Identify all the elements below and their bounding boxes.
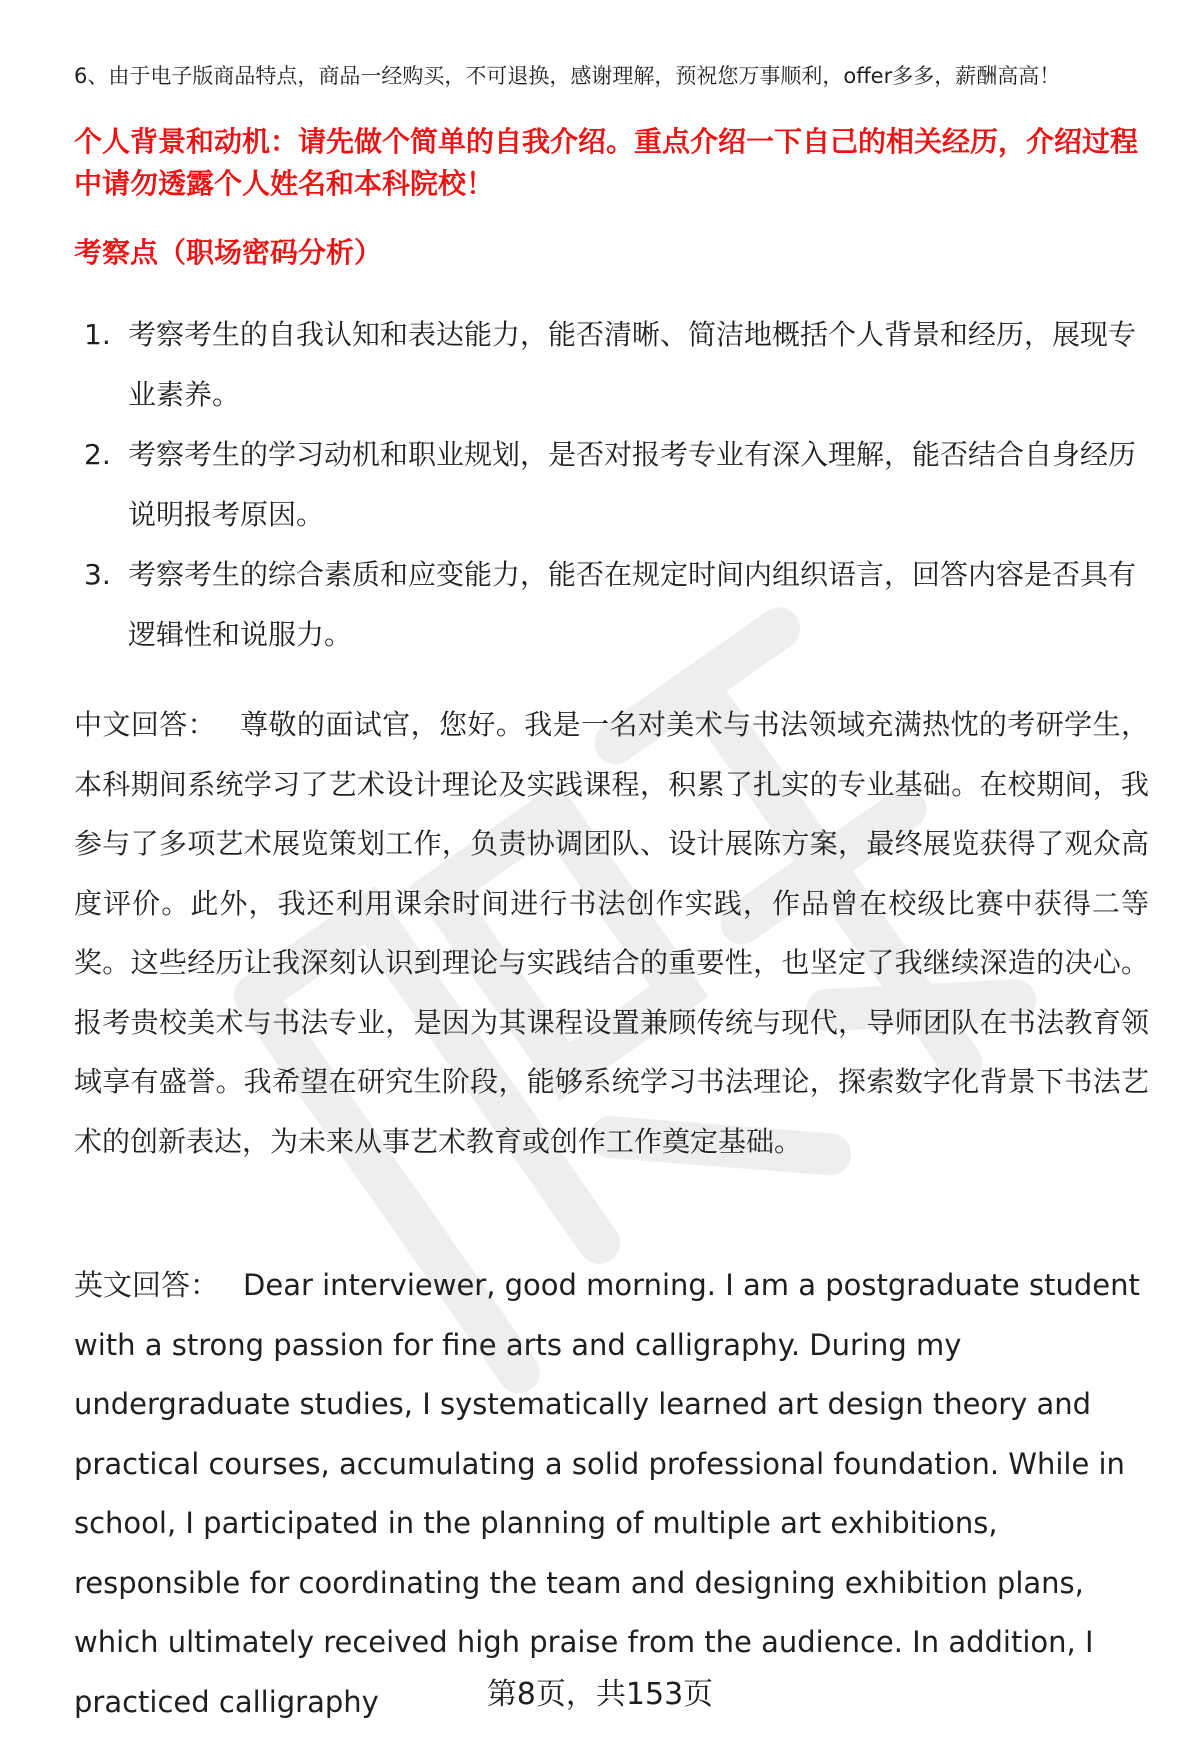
list-item [74,545,1154,665]
list-item-text: 考察考生的自我认知和表达能力，能否清晰、简洁地概括个人背景和经历，展现专业素养。 [128,318,1137,411]
english-answer-text: Dear interviewer, good morning. I am a postgraduate student with a strong passion for fine arts and calligraphy. During my undergraduate studies, I systematically learned art design theory and practical courses, accumulating a solid professional foundation. While in school, I participated in the planning of multiple art exhibitions, responsible for coordinating the team and designing exhibition plans, which ultimately received high praise from the audience. In addition, I practiced calligraphy [74,1268,1140,1719]
page-number-footer: 第8页，共153页 [486,1677,714,1712]
list-item-number: 1. [84,318,111,351]
chinese-answer-text: 尊敬的面试官，您好。我是一名对美术与书法领域充满热忱的考研学生，本科期间系统学习了艺术设计理论及实践课程，积累了扎实的专业基础。在校期间，我参与了多项艺术展览策划工作，负责协调团队、设计展陈方案，最终展览获得了观众高度评价。此外，我还利用课余时间进行书法创作实践，作品曾在校级比赛中获得二等奖。这些经历让我深刻认识到理论与实践结合的重要性，也坚定了我继续深造的决心。报考贵校美术与书法专业，是因为其课程设置兼顾传统与现代，导师团队在书法教育领域享有盛誉。我希望在研究生阶段，能够系统学习书法理论，探索数字化背景下书法艺术的创新表达，为未来从事艺术教育或创作工作奠定基础。 [74,708,1149,1158]
purchase-notice: 6、由于电子版商品特点，商品一经购买，不可退换，感谢理解，预祝您万事顺利，offer多多，薪酬高高！ [74,64,1061,88]
chinese-answer-label: 中文回答： [74,708,217,741]
list-item [74,425,1154,545]
question-heading: 个人背景和动机：请先做个简单的自我介绍。重点介绍一下自己的相关经历，介绍过程中请勿透露个人姓名和本科院校！ [74,125,1139,200]
list-item-text: 考察考生的学习动机和职业规划，是否对报考专业有深入理解，能否结合自身经历说明报考原因。 [128,438,1137,531]
chinese-answer [74,695,1149,1171]
english-answer [74,1256,1149,1732]
list-item-number: 3. [84,558,111,591]
focus-points-list [74,305,1154,665]
focus-points-title: 考察点（职场密码分析） [74,236,383,269]
list-item-text: 考察考生的综合素质和应变能力，能否在规定时间内组织语言，回答内容是否具有逻辑性和说服力。 [128,558,1137,651]
english-answer-label: 英文回答： [74,1268,220,1302]
list-item [74,305,1154,425]
list-item-number: 2. [84,438,111,471]
